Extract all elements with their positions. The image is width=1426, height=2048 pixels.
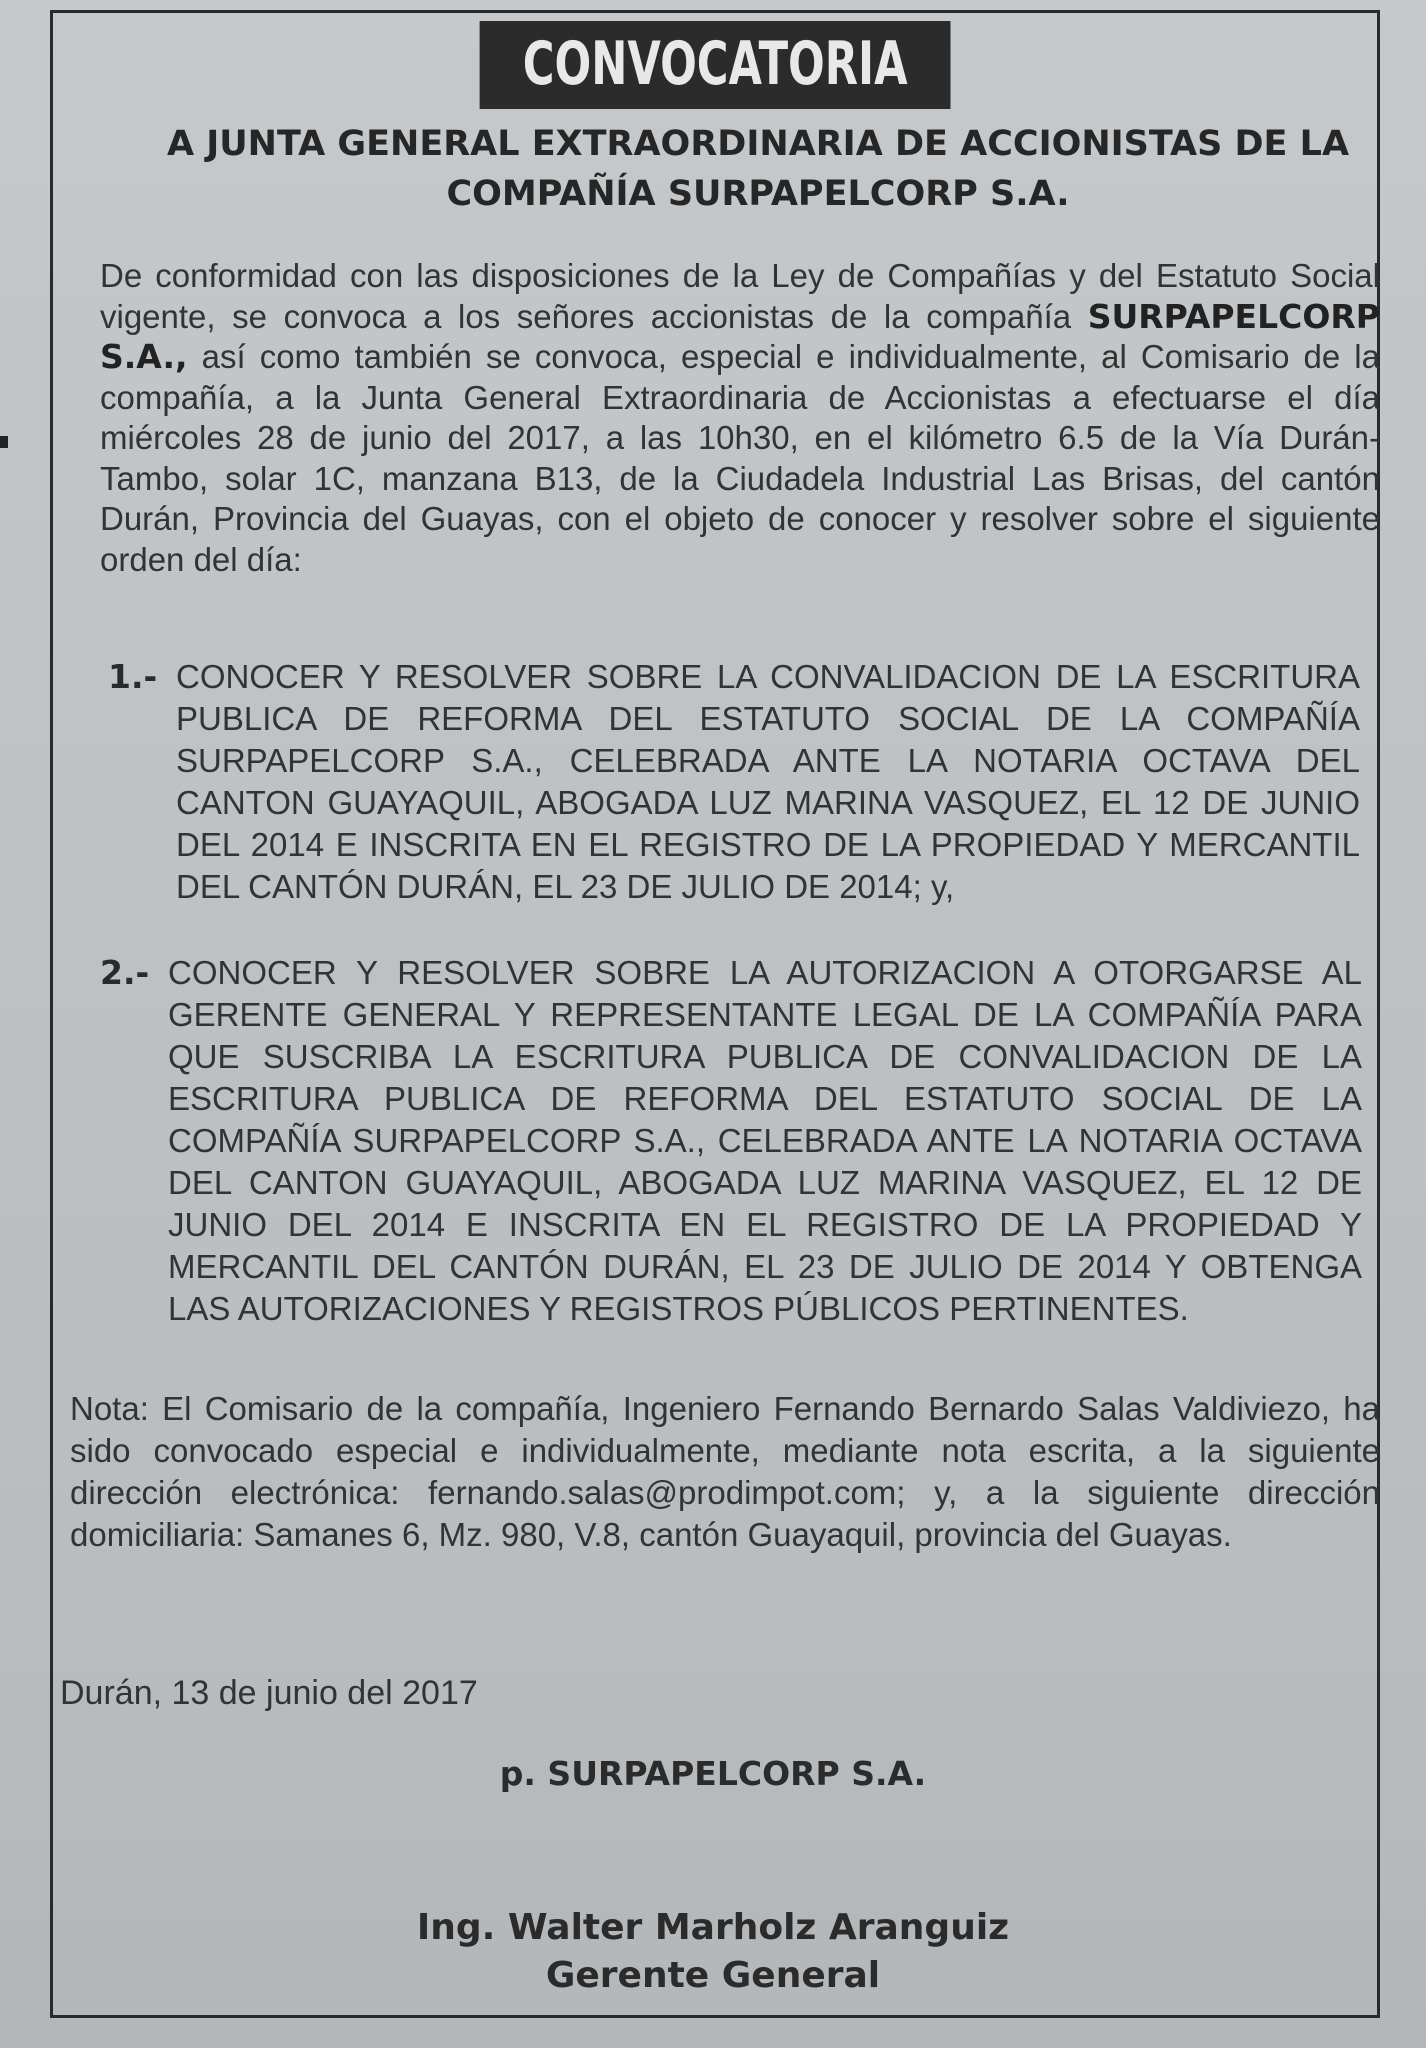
agenda-number-1: 1.- xyxy=(108,657,158,696)
subtitle-line-1: A JUNTA GENERAL EXTRAORDINARIA DE ACCIONISTAS DE LA xyxy=(166,124,1350,164)
banner-title: CONVOCATORIA xyxy=(479,21,950,109)
note-paragraph: Nota: El Comisario de la compañía, Ingeniero Fernando Bernardo Salas Valdiviezo, ha sido convocado especial e individualmente, mediante nota escrita, a la siguiente dirección electrónica: fernando.salas@prodimpot.com; y, a la siguiente dirección domiciliaria: Samanes 6, Mz. 980, V.8, cantón Guayaquil, provincia del Guayas. xyxy=(70,1390,1380,1553)
agenda-text-2: CONOCER Y RESOLVER SOBRE LA AUTORIZACION A OTORGARSE AL GERENTE GENERAL Y REPRESENTANTE LEGAL DE LA COMPAÑÍA PARA QUE SUSCRIBA LA ESCRITURA PUBLICA DE CONVALIDACION DE LA ESCRITURA PUBLICA DE REFORMA DEL ESTATUTO SOCIAL DE LA COMPAÑÍA SURPAPELCORP S.A., CELEBRADA ANTE LA NOTARIA OCTAVA DEL CANTON GUAYAQUIL, ABOGADA LUZ MARINA VASQUEZ, EL 12 DE JUNIO DEL 2014 E INSCRITA EN EL REGISTRO DE LA PROPIEDAD Y MERCANTIL DEL CANTÓN DURÁN, EL 23 DE JULIO DE 2014 Y OBTENGA LAS AUTORIZACIONES Y REGISTROS PÚBLICOS PERTINENTES. xyxy=(168,954,1362,1327)
intro-company: SURPAPELCORP S.A., xyxy=(100,296,1380,376)
agenda-item-1 xyxy=(108,656,1360,908)
intro-text-2: así como también se convoca, especial e individualmente, al Comisario de la compañía, a la Junta General Extraordinaria de Accionistas a efectuarse el día miércoles 28 de junio del 2017, a las 10h30, en el kilómetro 6.5 de la Vía Durán-Tambo, solar 1C, manzana B13, de la Ciudadela Industrial Las Brisas, del cantón Durán, Provincia del Guayas, con el objeto de conocer y resolver sobre el siguiente orden del día: xyxy=(100,338,1380,578)
intro-paragraph xyxy=(100,256,1380,580)
agenda-number-2: 2.- xyxy=(100,953,150,992)
signer-title: Gerente General xyxy=(545,1955,881,1996)
signature-block xyxy=(0,1904,1426,2000)
agenda-text-1: CONOCER Y RESOLVER SOBRE LA CONVALIDACION DE LA ESCRITURA PUBLICA DE REFORMA DEL ESTATUTO SOCIAL DE LA COMPAÑÍA SURPAPELCORP S.A., CELEBRADA ANTE LA NOTARIA OCTAVA DEL CANTON GUAYAQUIL, ABOGADA LUZ MARINA VASQUEZ, EL 12 DE JUNIO DEL 2014 E INSCRITA EN EL REGISTRO DE LA PROPIEDAD Y MERCANTIL DEL CANTÓN DURÁN, EL 23 DE JULIO DE 2014; y, xyxy=(176,658,1360,905)
agenda-item-2 xyxy=(100,952,1362,1330)
place-date: Durán, 13 de junio del 2017 xyxy=(60,1674,478,1712)
page-edge-mark xyxy=(0,436,8,448)
subtitle-line-2: COMPAÑÍA SURPAPELCORP S.A. xyxy=(446,174,1070,214)
signature-company: p. SURPAPELCORP S.A. xyxy=(499,1754,927,1793)
signer-name: Ing. Walter Marholz Aranguiz xyxy=(416,1907,1010,1948)
header xyxy=(53,21,1377,109)
intro-text-1: De conformidad con las disposiciones de la Ley de Compañías y del Estatuto Social vigente, se convoca a los señores accionistas de la compañía xyxy=(100,257,1380,335)
notice-subtitle xyxy=(143,119,1373,219)
